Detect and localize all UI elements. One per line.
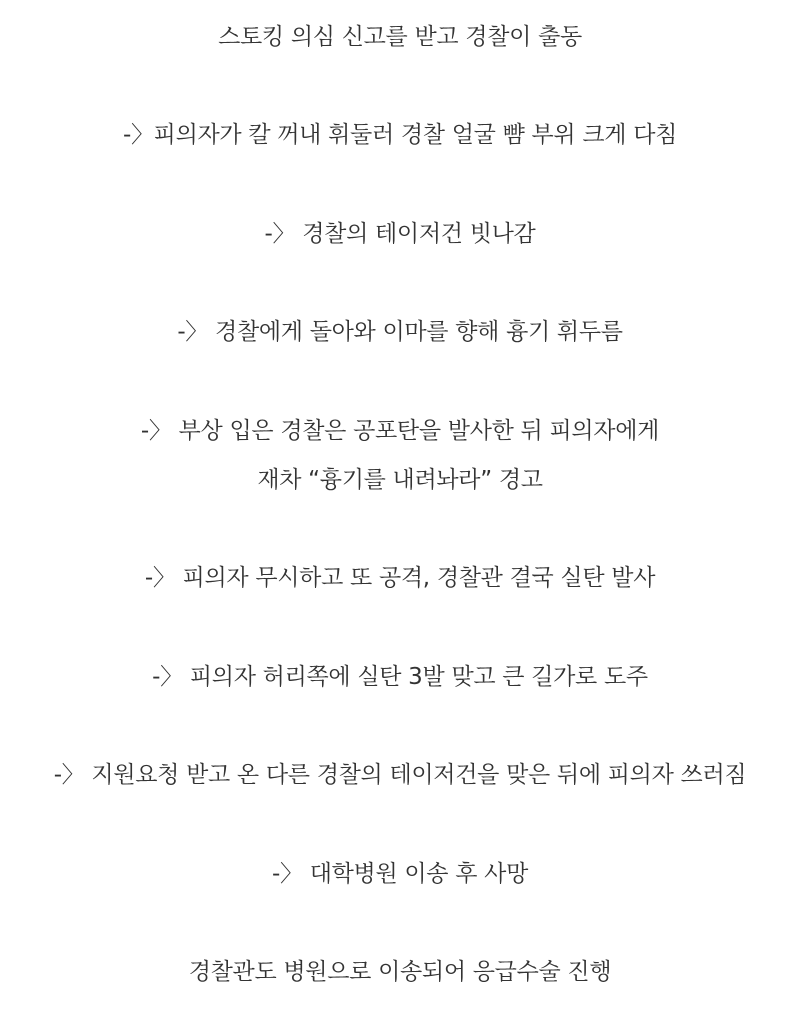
text-line-suspect-collapsed: -〉 지원요청 받고 온 다른 경찰의 테이저건을 맞은 뒤에 피의자 쓰러짐 xyxy=(53,762,747,788)
text-line-warning: 재차 “흉기를 내려놔라” 경고 xyxy=(257,467,543,493)
text-line-blank-shot: -〉 부상 입은 경찰은 공포탄을 발사한 뒤 피의자에게 xyxy=(140,418,660,444)
text-line-taser-missed: -〉 경찰의 테이저건 빗나감 xyxy=(264,221,536,247)
text-line-report-dispatch: 스토킹 의심 신고를 받고 경찰이 출동 xyxy=(218,24,582,50)
text-line-second-attack: -〉 경찰에게 돌아와 이마를 향해 흉기 휘두름 xyxy=(177,319,623,345)
text-line-hospital-death: -〉 대학병원 이송 후 사망 xyxy=(271,861,528,887)
text-line-officer-surgery: 경찰관도 병원으로 이송되어 응급수술 진행 xyxy=(188,959,612,985)
text-line-suspect-fled: -〉 피의자 허리쪽에 실탄 3발 맞고 큰 길가로 도주 xyxy=(152,664,648,690)
text-line-knife-attack: -〉피의자가 칼 꺼내 휘둘러 경찰 얼굴 뺨 부위 크게 다침 xyxy=(122,122,678,148)
text-line-live-fire: -〉 피의자 무시하고 또 공격, 경찰관 결국 실탄 발사 xyxy=(144,565,656,591)
